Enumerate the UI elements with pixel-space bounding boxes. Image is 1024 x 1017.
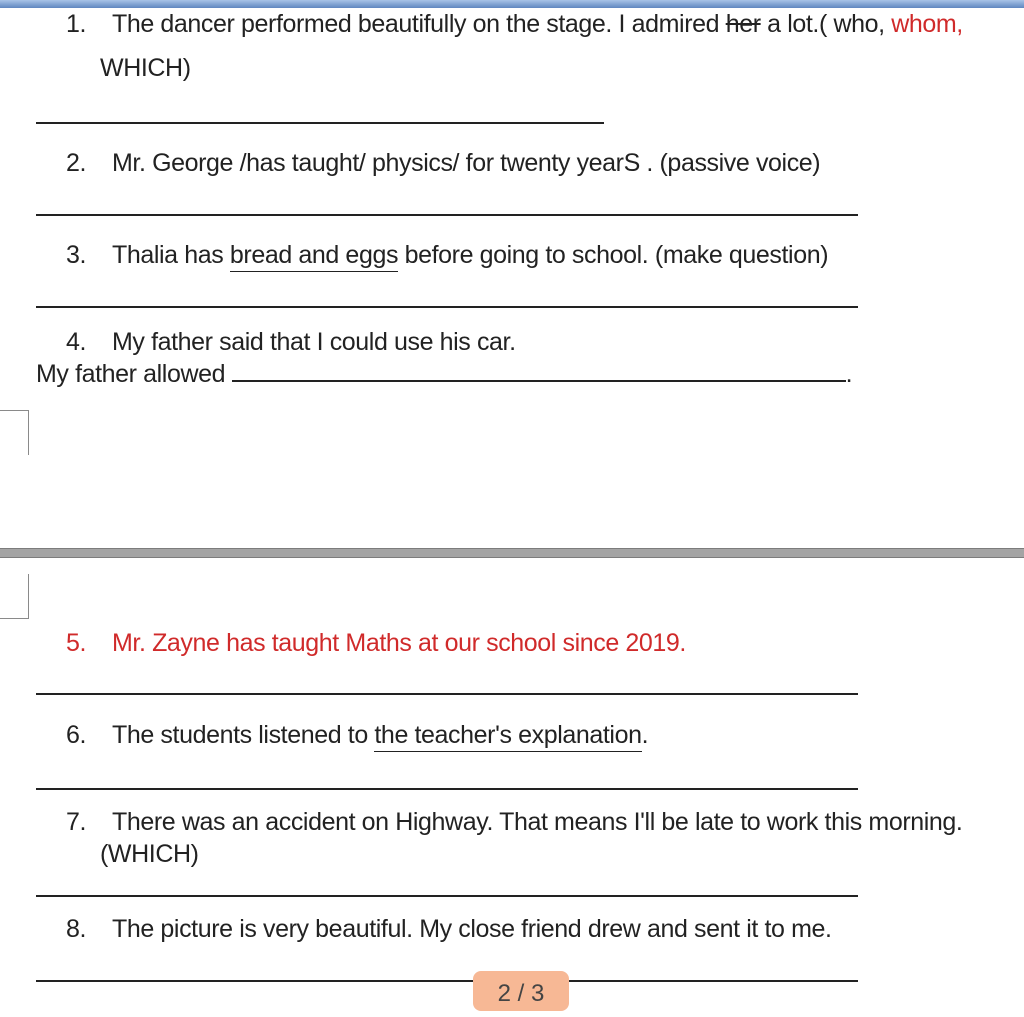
question-2: 2. Mr. George /has taught/ physics/ for twenty yearS . (passive voice) (66, 149, 821, 177)
underlined-phrase: the teacher's explanation (374, 721, 641, 752)
answer-line (36, 693, 858, 695)
question-1: 1. The dancer performed beautifully on the stage. I admired her a lot.( who, whom, (66, 10, 963, 38)
answer-line (36, 895, 858, 897)
question-4-prompt: My father allowed . (36, 360, 853, 388)
question-6: 6. The students listened to the teacher's explanation. (66, 720, 648, 750)
page-separator (0, 548, 1024, 558)
question-7: 7. There was an accident on Highway. That means I'll be late to work this morning. (66, 808, 963, 836)
fill-in-line (232, 358, 846, 382)
answer-line (36, 980, 858, 982)
answer-line (36, 788, 858, 790)
question-4: 4. My father said that I could use his car. (66, 328, 516, 356)
struck-word: her (725, 10, 761, 38)
answer-line (36, 214, 858, 216)
answer-line (36, 306, 858, 308)
question-3: 3. Thalia has bread and eggs before going to school. (make question) (66, 240, 828, 270)
underlined-phrase: bread and eggs (230, 241, 398, 272)
red-highlight: whom, (891, 10, 963, 38)
page-corner-marker (0, 574, 29, 619)
question-7-continuation: (WHICH) (100, 840, 199, 868)
question-5: 5. Mr. Zayne has taught Maths at our school since 2019. (66, 629, 686, 657)
document-page-1 (0, 8, 1024, 548)
page-indicator-badge[interactable]: 2 / 3 (473, 971, 569, 1011)
viewer-top-bar (0, 0, 1024, 8)
question-8: 8. The picture is very beautiful. My close friend drew and sent it to me. (66, 915, 832, 943)
question-1-continuation: WHICH) (100, 54, 191, 82)
answer-line (36, 122, 604, 124)
page-corner-marker (0, 410, 29, 455)
